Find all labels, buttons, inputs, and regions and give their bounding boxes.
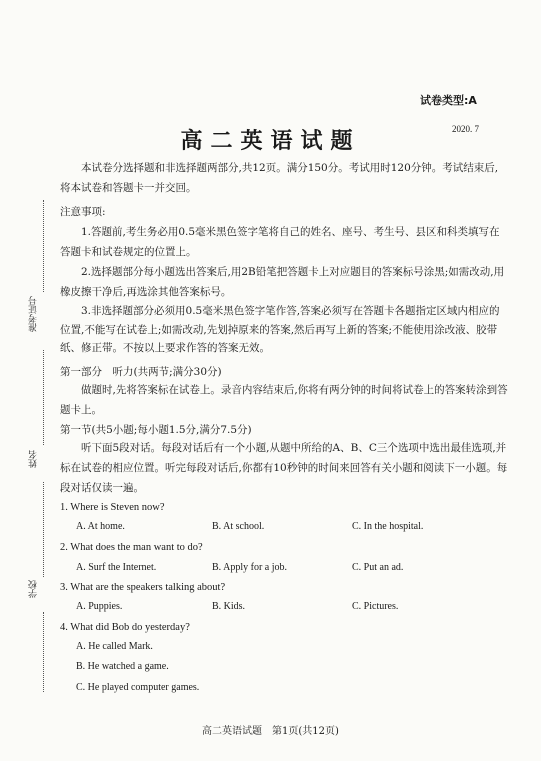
intro-text: 本试卷分选择题和非选择题两部分,共12页。满分150分。考试用时120分钟。考试结束后,将本试卷和答题卡一并交回。 — [60, 162, 499, 194]
question-1-option-b: B. At school. — [212, 521, 265, 532]
part1-instruction: 做题时,先将答案标在试卷上。录音内容结束后,你将有两分钟的时间将试卷上的答案转涂到答题卡上。 — [60, 384, 508, 416]
question-1-option-a: A. At home. — [76, 521, 125, 532]
page-footer: 高二英语试题 第1页(共12页) — [202, 726, 339, 737]
question-4-option-b: B. He watched a game. — [76, 661, 169, 672]
section1-heading: 第一节(共5小题;每小题1.5分,满分7.5分) — [60, 424, 252, 436]
binding-line-top — [43, 200, 44, 292]
question-1-stem: 1. Where is Steven now? — [60, 502, 165, 513]
question-4-option-c: C. He played computer games. — [76, 682, 200, 693]
note-1: 1.答题前,考生务必用0.5毫米黑色签字笔将自己的姓名、座号、考生号、县区和科类填写在答题卡和试卷规定的位置上。 — [60, 226, 500, 258]
page-title: 高二英语试题 — [180, 128, 361, 154]
part1-heading: 第一部分 听力(共两节;满分30分) — [60, 366, 222, 378]
note-3: 3.非选择题部分必须用0.5毫米黑色签字笔作答,答案必须写在答题卡各题指定区域内相应的位置,不能写在试卷上;如需改动,先划掉原来的答案,然后再写上新的答案;不能使用涂改液、胶带纸、修正带。不按以上要求作答的答案无效。 — [60, 305, 500, 354]
question-1-option-c: C. In the hospital. — [352, 521, 424, 532]
section1-instruction: 听下面5段对话。每段对话后有一个小题,从题中所给的A、B、C三个选项中选出最佳选项,并标在试卷的相应位置。听完每段对话后,你都有10秒钟的时间来回答有关小题和阅读下一小题。每段对话仅读一遍。 — [60, 442, 508, 494]
question-4-option-a: A. He called Mark. — [76, 641, 153, 652]
question-3-option-b: B. Kids. — [212, 601, 246, 612]
exam-number-label: 准考证号 — [29, 296, 39, 332]
name-label: 姓名 — [29, 450, 39, 468]
question-3-option-c: C. Pictures. — [352, 601, 399, 612]
binding-line-bottom — [43, 612, 44, 692]
question-3-option-a: A. Puppies. — [76, 601, 123, 612]
exam-date: 2020. 7 — [452, 124, 479, 134]
question-2-option-b: B. Apply for a job. — [212, 562, 287, 573]
question-2-option-a: A. Surf the Internet. — [76, 562, 157, 573]
paper-type: 试卷类型:A — [420, 94, 477, 107]
school-label: 学校 — [29, 580, 39, 598]
bleed-through — [330, 205, 332, 215]
notes-heading: 注意事项: — [60, 206, 106, 218]
binding-line-lower — [43, 482, 44, 577]
note-2: 2.选择题部分每小题选出答案后,用2B铅笔把答题卡上对应题目的答案标号涂黑;如需改动,用橡皮擦干净后,再选涂其他答案标号。 — [60, 266, 505, 298]
question-4-stem: 4. What did Bob do yesterday? — [60, 622, 190, 633]
question-3-stem: 3. What are the speakers talking about? — [60, 582, 226, 593]
question-2-stem: 2. What does the man want to do? — [60, 542, 203, 553]
question-2-option-c: C. Put an ad. — [352, 562, 404, 573]
binding-line-middle — [43, 350, 44, 445]
